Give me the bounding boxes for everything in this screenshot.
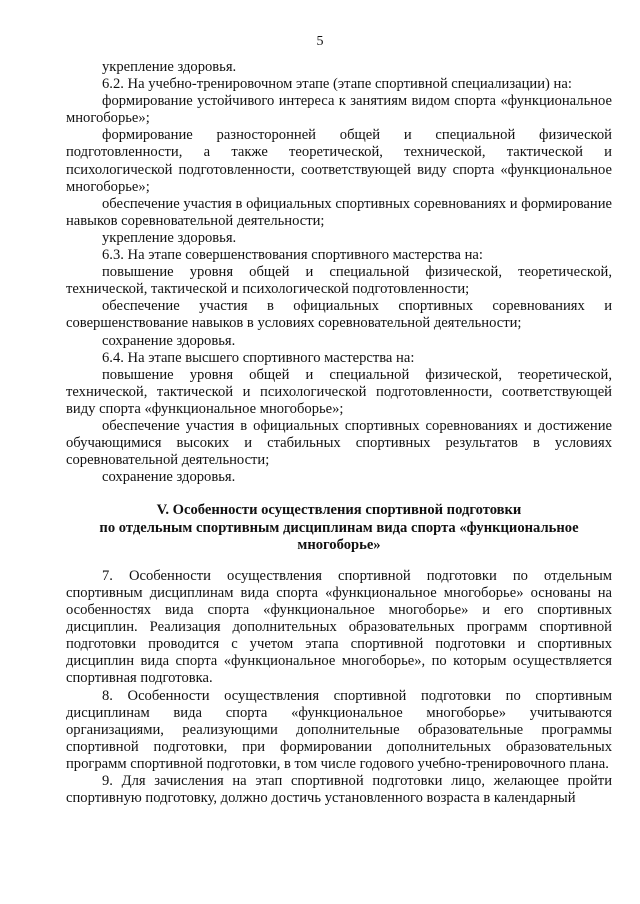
paragraph: сохранение здоровья.: [102, 469, 236, 486]
section-heading: [66, 502, 612, 555]
paragraph: повышение уровня общей и специальной физической, теоретической, технической, тактической и психологической подготовленности, соответствующей виду спорта «функциональное многоборье»;: [66, 366, 612, 417]
paragraph: формирование устойчивого интереса к занятиям видом спорта «функциональное многоборье»;: [66, 93, 612, 127]
paragraph: повышение уровня общей и специальной физической, теоретической, технической, тактической и психологической подготовленности;: [66, 264, 612, 298]
paragraph: 8. Особенности осуществления спортивной подготовки по спортивным дисциплинам вида спорта «функциональное многоборье» учитываются организациями, реализующими дополнительные образовательные программы спортивной подготовки, при формировании дополнительных образовательных программ спортивной подготовки, в том числе годового учебно-тренировочного плана.: [66, 687, 612, 772]
paragraph: 6.2. На учебно-тренировочном этапе (этапе спортивной специализации) на:: [102, 76, 572, 93]
paragraph: 6.3. На этапе совершенствования спортивного мастерства на:: [102, 247, 483, 264]
paragraph: укрепление здоровья.: [102, 229, 237, 246]
document-body: [66, 59, 612, 807]
section-heading-line-1: V. Особенности осуществления спортивной подготовки: [156, 502, 522, 519]
paragraph: обеспечение участия в официальных спортивных соревнованиях и формирование навыков соревновательной деятельности;: [66, 195, 612, 229]
paragraph: укрепление здоровья.: [102, 59, 237, 75]
page-number: 5: [316, 34, 324, 49]
paragraph: 7. Особенности осуществления спортивной подготовки по отдельным спортивным дисциплинам вида спорта «функциональное многоборье» основаны на особенностях вида спорта «функциональное многоборье» и его спортивных дисциплин. Реализация дополнительных образовательных программ спортивной подготовки проводится с учетом этапа спортивной подготовки и спортивных дисциплин вида спорта «функциональное многоборье», по которым осуществляется спортивная подготовка.: [66, 567, 612, 687]
section-heading-line-2: по отдельным спортивным дисциплинам вида спорта «функциональное: [99, 519, 579, 536]
paragraph: формирование разносторонней общей и специальной физической подготовленности, а также теоретической, технической, тактической и психологической подготовленности, соответствующей виду спорта «функциональное многоборье»;: [66, 127, 612, 195]
section-heading-line-3: многоборье»: [297, 537, 381, 554]
paragraph: 9. Для зачисления на этап спортивной подготовки лицо, желающее пройти спортивную подготовку, должно достичь установленного возраста в календарный: [66, 772, 612, 807]
section-sport-disciplines: [66, 568, 612, 807]
paragraph: обеспечение участия в официальных спортивных соревнованиях и достижение обучающимися высоких и стабильных спортивных результатов в условиях соревновательной деятельности;: [66, 417, 612, 469]
paragraph: сохранение здоровья.: [102, 332, 236, 349]
section-sport-stages-goals: [66, 59, 612, 486]
paragraph: обеспечение участия в официальных спортивных соревнованиях и совершенствование навыков в условиях соревновательной деятельности;: [66, 298, 612, 332]
paragraph: 6.4. На этапе высшего спортивного мастерства на:: [102, 349, 415, 366]
